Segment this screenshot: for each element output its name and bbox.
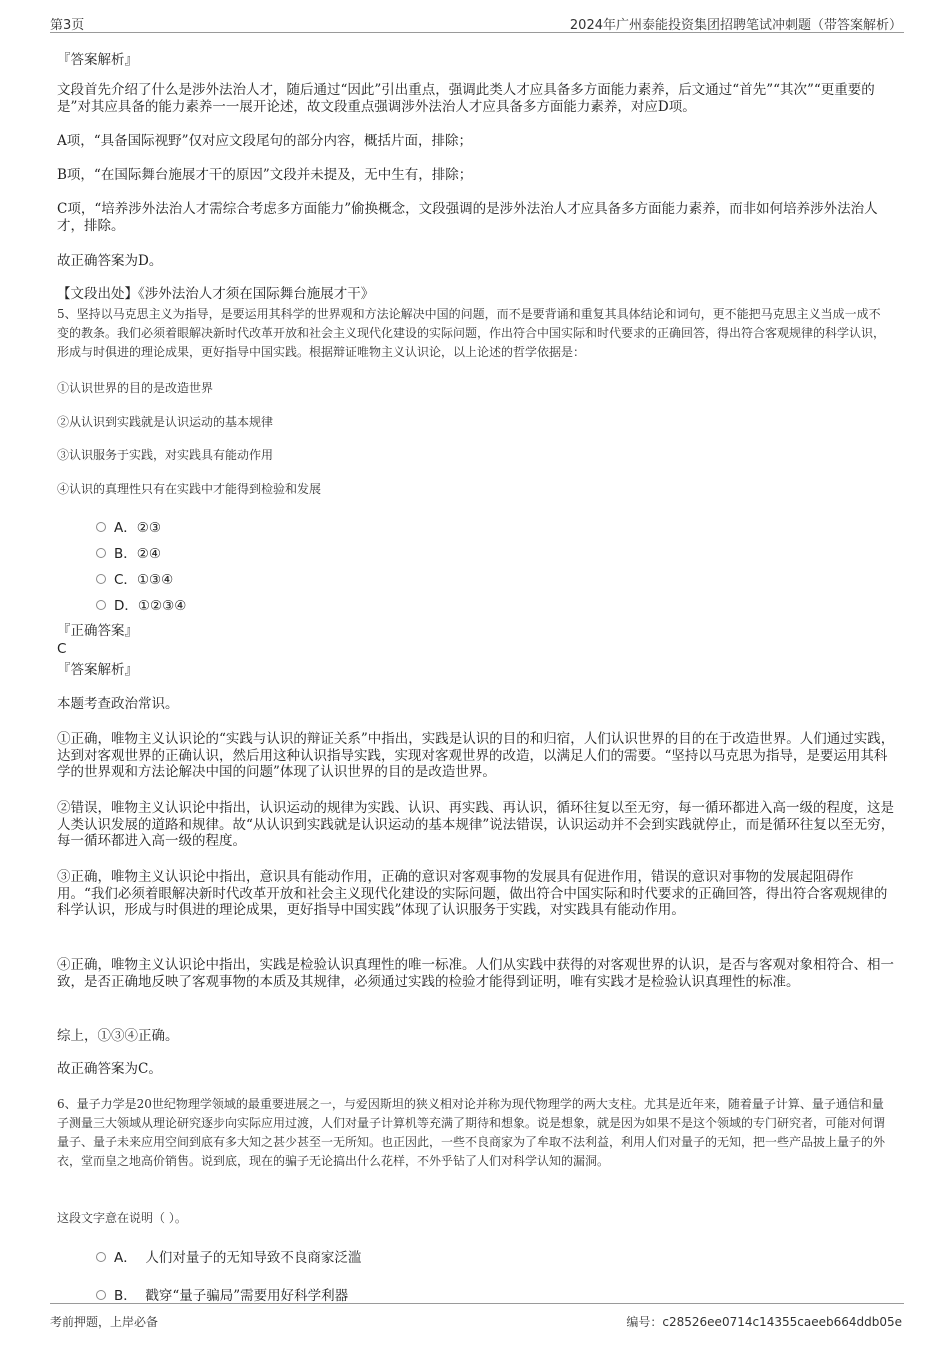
correct-answer: C (57, 641, 67, 657)
document-code: 编号：c28526ee0714c14355caeeb664ddb05e (626, 1315, 902, 1329)
footer-slogan: 考前押题，上岸必备 (50, 1315, 159, 1329)
analysis-point-2: ②错误，唯物主义认识论中指出，认识运动的规律为实践、认识、再实践、再认识，循环往复以至无穷，每一循环都进入高一级的程度，这是人类认识发展的道路和规律。故“从认识到实践就是认识运动的基本规律”说法错误，认识运动并不会到实践就停止，而是循环往复以至无穷，每一循环都进入高一级的程度。 (57, 800, 895, 849)
analysis-point-1: ①正确，唯物主义认识论的“实践与认识的辩证关系”中指出，实践是认识的目的和归宿，人们认识世界的目的在于改造世界。人们通过实践，达到对客观世界的正确认识，然后用这种认识指导实践，实现对客观世界的改造，以满足人们的需要。“坚持以马克思为指导，是要运用其科学的世界观和方法论解决中国的问题”体现了认识世界的目的是改造世界。 (57, 731, 895, 780)
option-d[interactable]: D．①②③④ (96, 594, 186, 614)
question-5-stem: 5、坚持以马克思主义为指导，是要运用其科学的世界观和方法论解决中国的问题，而不是要背诵和重复其具体结论和词句，更不能把马克思主义当成一成不变的教条。我们必须着眼解决新时代改革开放和社会主义现代化建设的实际问题，作出符合中国实际和时代要求的正确回答，得出符合客观规律的科学认识，形成与时俱进的理论成果，更好指导中国实践。根据辩证唯物主义认识论，以上论述的哲学依据是： (57, 307, 886, 359)
option-b-analysis: B项，“在国际舞台施展才干的原因”文段并未提及，无中生有，排除； (57, 167, 473, 183)
document-title: 2024年广州泰能投资集团招聘笔试冲刺题（带答案解析） (569, 18, 902, 33)
option-a[interactable]: A．②③ (96, 516, 161, 536)
option-c-analysis: C项，“培养涉外法治人才需综合考虑多方面能力”偷换概念，文段强调的是涉外法治人才应具备多方面能力素养，而非如何培养涉外法治人才，排除。 (57, 201, 878, 234)
statement-1: ①认识世界的目的是改造世界 (57, 381, 214, 395)
analysis-paragraph: 文段首先介绍了什么是涉外法治人才，随后通过“因此”引出重点，强调此类人才应具备多方面能力素养，后文通过“首先”“其次”“更重要的是”对其应具备的能力素养一一展开论述，故文段重点强调涉外法治人才应具备多方面能力素养，对应D项。 (57, 82, 875, 115)
question-6-stem: 6、量子力学是20世纪物理学领域的最重要进展之一，与爱因斯坦的狭义相对论并称为现代物理学的两大支柱。尤其是近年来，随着量子计算、量子通信和量子测量三大领域从理论研究逐步向实际应用过渡，人们对量子计算机等充满了期待和想象。说是想象，就是因为如果不是这个领域的专门研究者，可能对何谓量子、量子未来应用空间到底有多大知之甚少甚至一无所知。也正因此，一些不良商家为了牟取不法利益，利用人们对量子的无知，把一些产品披上量子的外衣，堂而皇之地高价销售。说到底，现在的骗子无论搞出什么花样，不外乎钻了人们对科学认知的漏洞。 (57, 1097, 886, 1168)
analysis-label: 『答案解析』 (57, 662, 138, 678)
radio-button[interactable] (96, 600, 106, 610)
option-b[interactable]: B． 戳穿“量子骗局”需要用好科学利器 (96, 1284, 348, 1304)
question-6-prompt: 这段文字意在说明（ ）。 (57, 1211, 187, 1225)
statement-3: ③认识服务于实践，对实践具有能动作用 (57, 448, 274, 462)
radio-button[interactable] (96, 1252, 106, 1262)
radio-button[interactable] (96, 522, 106, 532)
analysis-point-4: ④正确，唯物主义认识论中指出，实践是检验认识真理性的唯一标准。人们从实践中获得的对客观世界的认识，是否与客观对象相符合、相一致，是否正确地反映了客观事物的本质及其规律，必须通过实践的检验才能得到证明，唯有实践才是检验认识真理性的标准。 (57, 957, 894, 990)
answer-label: 『正确答案』 (57, 623, 138, 639)
page-header (50, 10, 904, 33)
conclusion: 故正确答案为D。 (57, 253, 163, 269)
analysis-point-3: ③正确，唯物主义认识论中指出，意识具有能动作用，正确的意识对客观事物的发展具有促进作用，错误的意识对事物的发展起阻碍作用。“我们必须着眼解决新时代改革开放和社会主义现代化建设的实际问题，做出符合中国实际和时代要求的正确回答，得出符合客观规律的科学认识，形成与时俱进的理论成果，更好指导中国实践”体现了认识服务于实践，对实践具有能动作用。 (57, 869, 888, 918)
option-a[interactable]: A． 人们对量子的无知导致不良商家泛滥 (96, 1246, 361, 1266)
radio-button[interactable] (96, 548, 106, 558)
option-c[interactable]: C．①③④ (96, 568, 173, 588)
statement-4: ④认识的真理性只有在实践中才能得到检验和发展 (57, 482, 322, 496)
statement-2: ②从认识到实践就是认识运动的基本规律 (57, 415, 274, 429)
radio-button[interactable] (96, 1290, 106, 1300)
source-citation: 【文段出处】《涉外法治人才须在国际舞台施展才干》 (57, 286, 375, 302)
conclusion: 故正确答案为C。 (57, 1061, 162, 1077)
option-b[interactable]: B．②④ (96, 542, 161, 562)
analysis-summary: 综上，①③④正确。 (57, 1028, 179, 1044)
radio-button[interactable] (96, 574, 106, 584)
analysis-intro: 本题考查政治常识。 (57, 696, 179, 712)
page-number: 第3页 (50, 18, 85, 33)
option-a-analysis: A项，“具备国际视野”仅对应文段尾句的部分内容，概括片面，排除； (57, 133, 473, 149)
page-footer (50, 1303, 904, 1329)
analysis-label: 『答案解析』 (57, 52, 138, 68)
